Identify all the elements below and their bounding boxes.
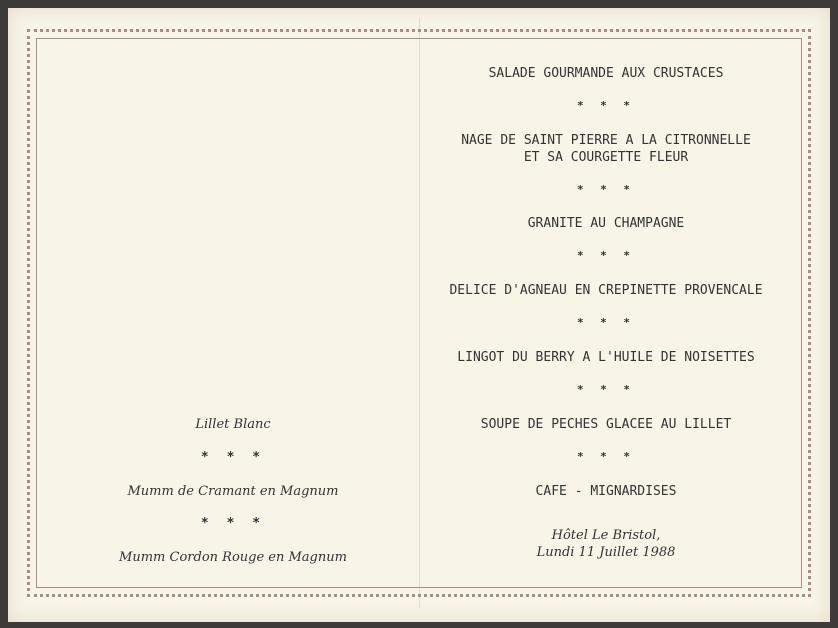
menu-card [8, 8, 830, 622]
separator: * * * [576, 383, 636, 396]
separator: * * * [576, 450, 636, 463]
separator: * * * [576, 249, 636, 262]
course-6: SOUPE DE PECHES GLACEE AU LILLET [480, 417, 732, 432]
separator: * * * [200, 450, 266, 465]
course-4: DELICE D'AGNEAU EN CREPINETTE PROVENCALE [449, 283, 763, 298]
date: Lundi 11 Juillet 1988 [536, 545, 676, 560]
course-3: GRANITE AU CHAMPAGNE [527, 216, 685, 231]
venue: Hôtel Le Bristol, [551, 528, 661, 543]
separator: * * * [200, 516, 266, 531]
course-1: SALADE GOURMANDE AUX CRUSTACES [488, 66, 724, 81]
wine-3: Mumm Cordon Rouge en Magnum [119, 550, 347, 565]
separator: * * * [576, 316, 636, 329]
inner-border [36, 38, 802, 588]
course-5: LINGOT DU BERRY A L'HUILE DE NOISETTES [457, 350, 755, 365]
wine-1: Lillet Blanc [195, 417, 271, 432]
course-2-line-1: NAGE DE SAINT PIERRE A LA CITRONNELLE [461, 133, 751, 148]
wine-2: Mumm de Cramant en Magnum [127, 484, 339, 499]
separator: * * * [576, 99, 636, 112]
course-7: CAFE - MIGNARDISES [535, 484, 677, 499]
separator: * * * [576, 183, 636, 196]
course-2-line-2: ET SA COURGETTE FLEUR [523, 150, 689, 165]
